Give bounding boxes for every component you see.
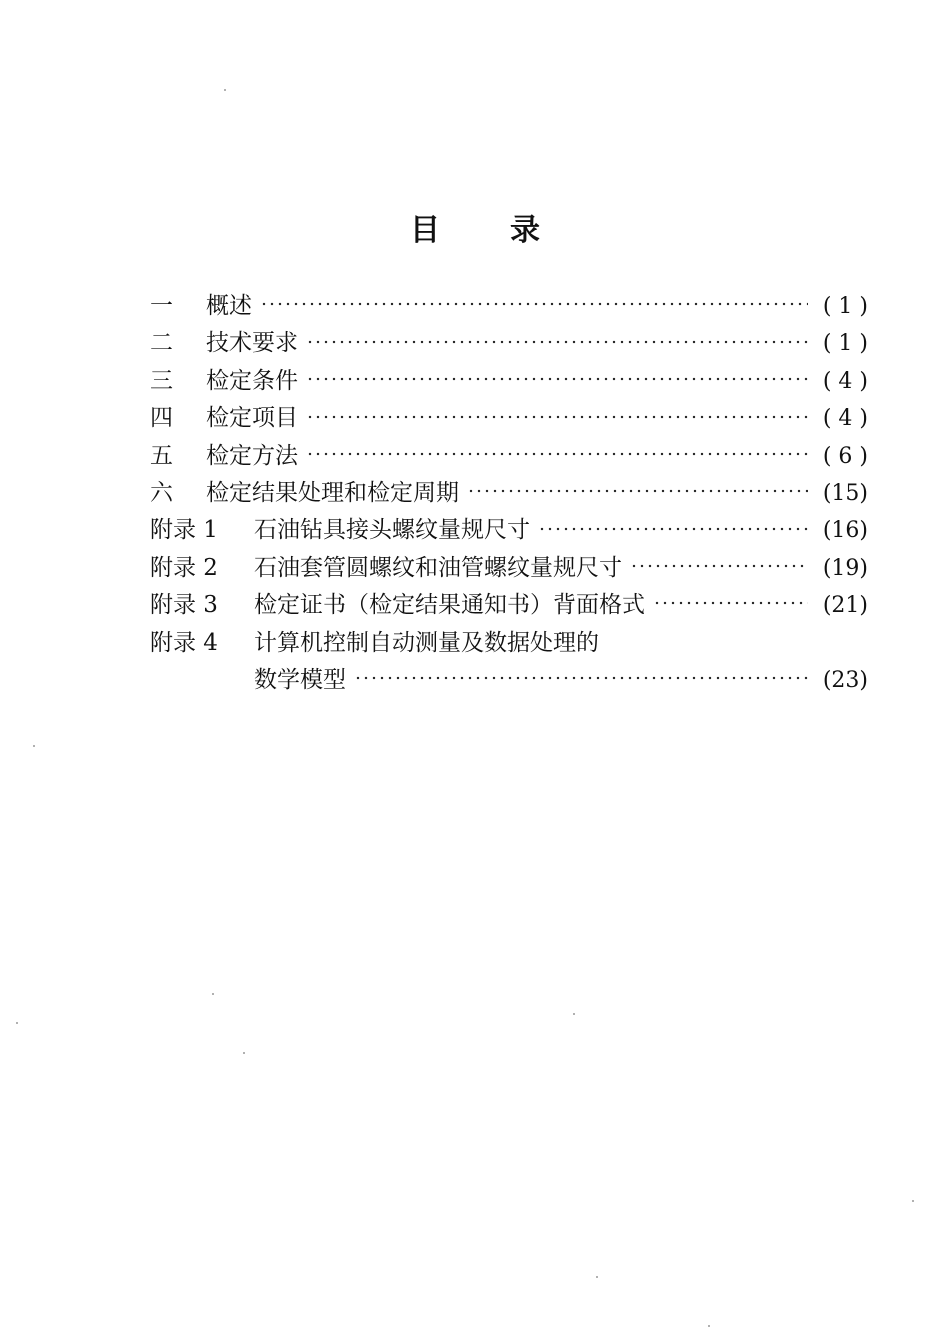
toc-entry-page: ( 6 ) xyxy=(822,443,868,469)
toc-entry xyxy=(150,624,868,661)
toc-entry-title: 检定结果处理和检定周期 xyxy=(206,479,459,506)
dot-leader xyxy=(653,591,808,616)
dot-leader xyxy=(630,553,808,578)
title-char-1: 目 xyxy=(410,213,440,248)
dot-leader xyxy=(306,404,808,429)
toc-entry-title: 石油套管圆螺纹和油管螺纹量规尺寸 xyxy=(254,554,622,581)
scan-speck xyxy=(16,1022,18,1024)
toc-entry-number: 二 xyxy=(150,330,173,357)
toc-entry-page: ( 1 ) xyxy=(822,294,868,319)
toc-entry-number: 一 xyxy=(150,293,173,319)
table-of-contents xyxy=(150,287,868,698)
dot-leader xyxy=(306,329,808,354)
toc-entry-number: 附录 4 xyxy=(150,629,218,656)
dot-leader xyxy=(260,292,808,317)
toc-entry-title: 检定条件 xyxy=(206,367,298,394)
toc-entry-number: 五 xyxy=(150,442,173,469)
toc-entry xyxy=(150,511,868,548)
title-char-2: 录 xyxy=(510,213,540,248)
dot-leader xyxy=(354,666,808,691)
dot-leader xyxy=(306,366,808,391)
toc-entry-title: 技术要求 xyxy=(206,330,298,357)
toc-entry-page: (23) xyxy=(822,667,868,693)
toc-entry-number: 四 xyxy=(150,405,173,432)
toc-entry xyxy=(150,287,868,324)
toc-entry-page: (21) xyxy=(822,593,868,619)
toc-entry-number: 附录 3 xyxy=(150,592,218,619)
toc-entry-page: ( 1 ) xyxy=(822,331,868,357)
toc-entry-title: 检定项目 xyxy=(206,405,298,432)
toc-entry xyxy=(150,474,868,511)
toc-entry xyxy=(150,437,868,474)
toc-entry-title: 概述 xyxy=(206,293,252,319)
toc-entry-continuation xyxy=(150,661,868,698)
toc-entry-page: (16) xyxy=(822,518,868,544)
toc-entry xyxy=(150,549,868,586)
scan-speck xyxy=(33,745,35,747)
toc-entry-title: 检定证书（检定结果通知书）背面格式 xyxy=(254,592,645,619)
toc-entry-page: (19) xyxy=(822,555,868,581)
page-title xyxy=(0,205,950,249)
toc-entry-title-continued: 数学模型 xyxy=(254,666,346,693)
toc-entry-title: 检定方法 xyxy=(206,442,298,469)
scan-speck xyxy=(912,1200,914,1202)
toc-entry-title: 计算机控制自动测量及数据处理的 xyxy=(254,629,599,656)
scan-speck xyxy=(212,993,214,995)
dot-leader xyxy=(467,479,808,504)
scan-speck xyxy=(224,89,226,91)
toc-entry-number: 附录 1 xyxy=(150,517,218,544)
toc-entry-page: (15) xyxy=(822,480,868,506)
toc-entry-number: 三 xyxy=(150,367,173,394)
toc-entry-title: 石油钻具接头螺纹量规尺寸 xyxy=(254,517,530,544)
toc-entry xyxy=(150,362,868,399)
scan-speck xyxy=(596,1276,598,1278)
toc-entry-number: 六 xyxy=(150,479,173,506)
dot-leader xyxy=(538,516,808,541)
scan-speck xyxy=(708,1325,710,1327)
scan-speck xyxy=(573,1013,575,1015)
toc-entry-number: 附录 2 xyxy=(150,554,218,581)
toc-entry xyxy=(150,399,868,436)
toc-entry-page: ( 4 ) xyxy=(822,406,868,432)
toc-entry xyxy=(150,586,868,623)
toc-entry xyxy=(150,324,868,361)
scan-speck xyxy=(243,1052,245,1054)
toc-entry-page: ( 4 ) xyxy=(822,368,868,394)
dot-leader xyxy=(306,441,808,466)
